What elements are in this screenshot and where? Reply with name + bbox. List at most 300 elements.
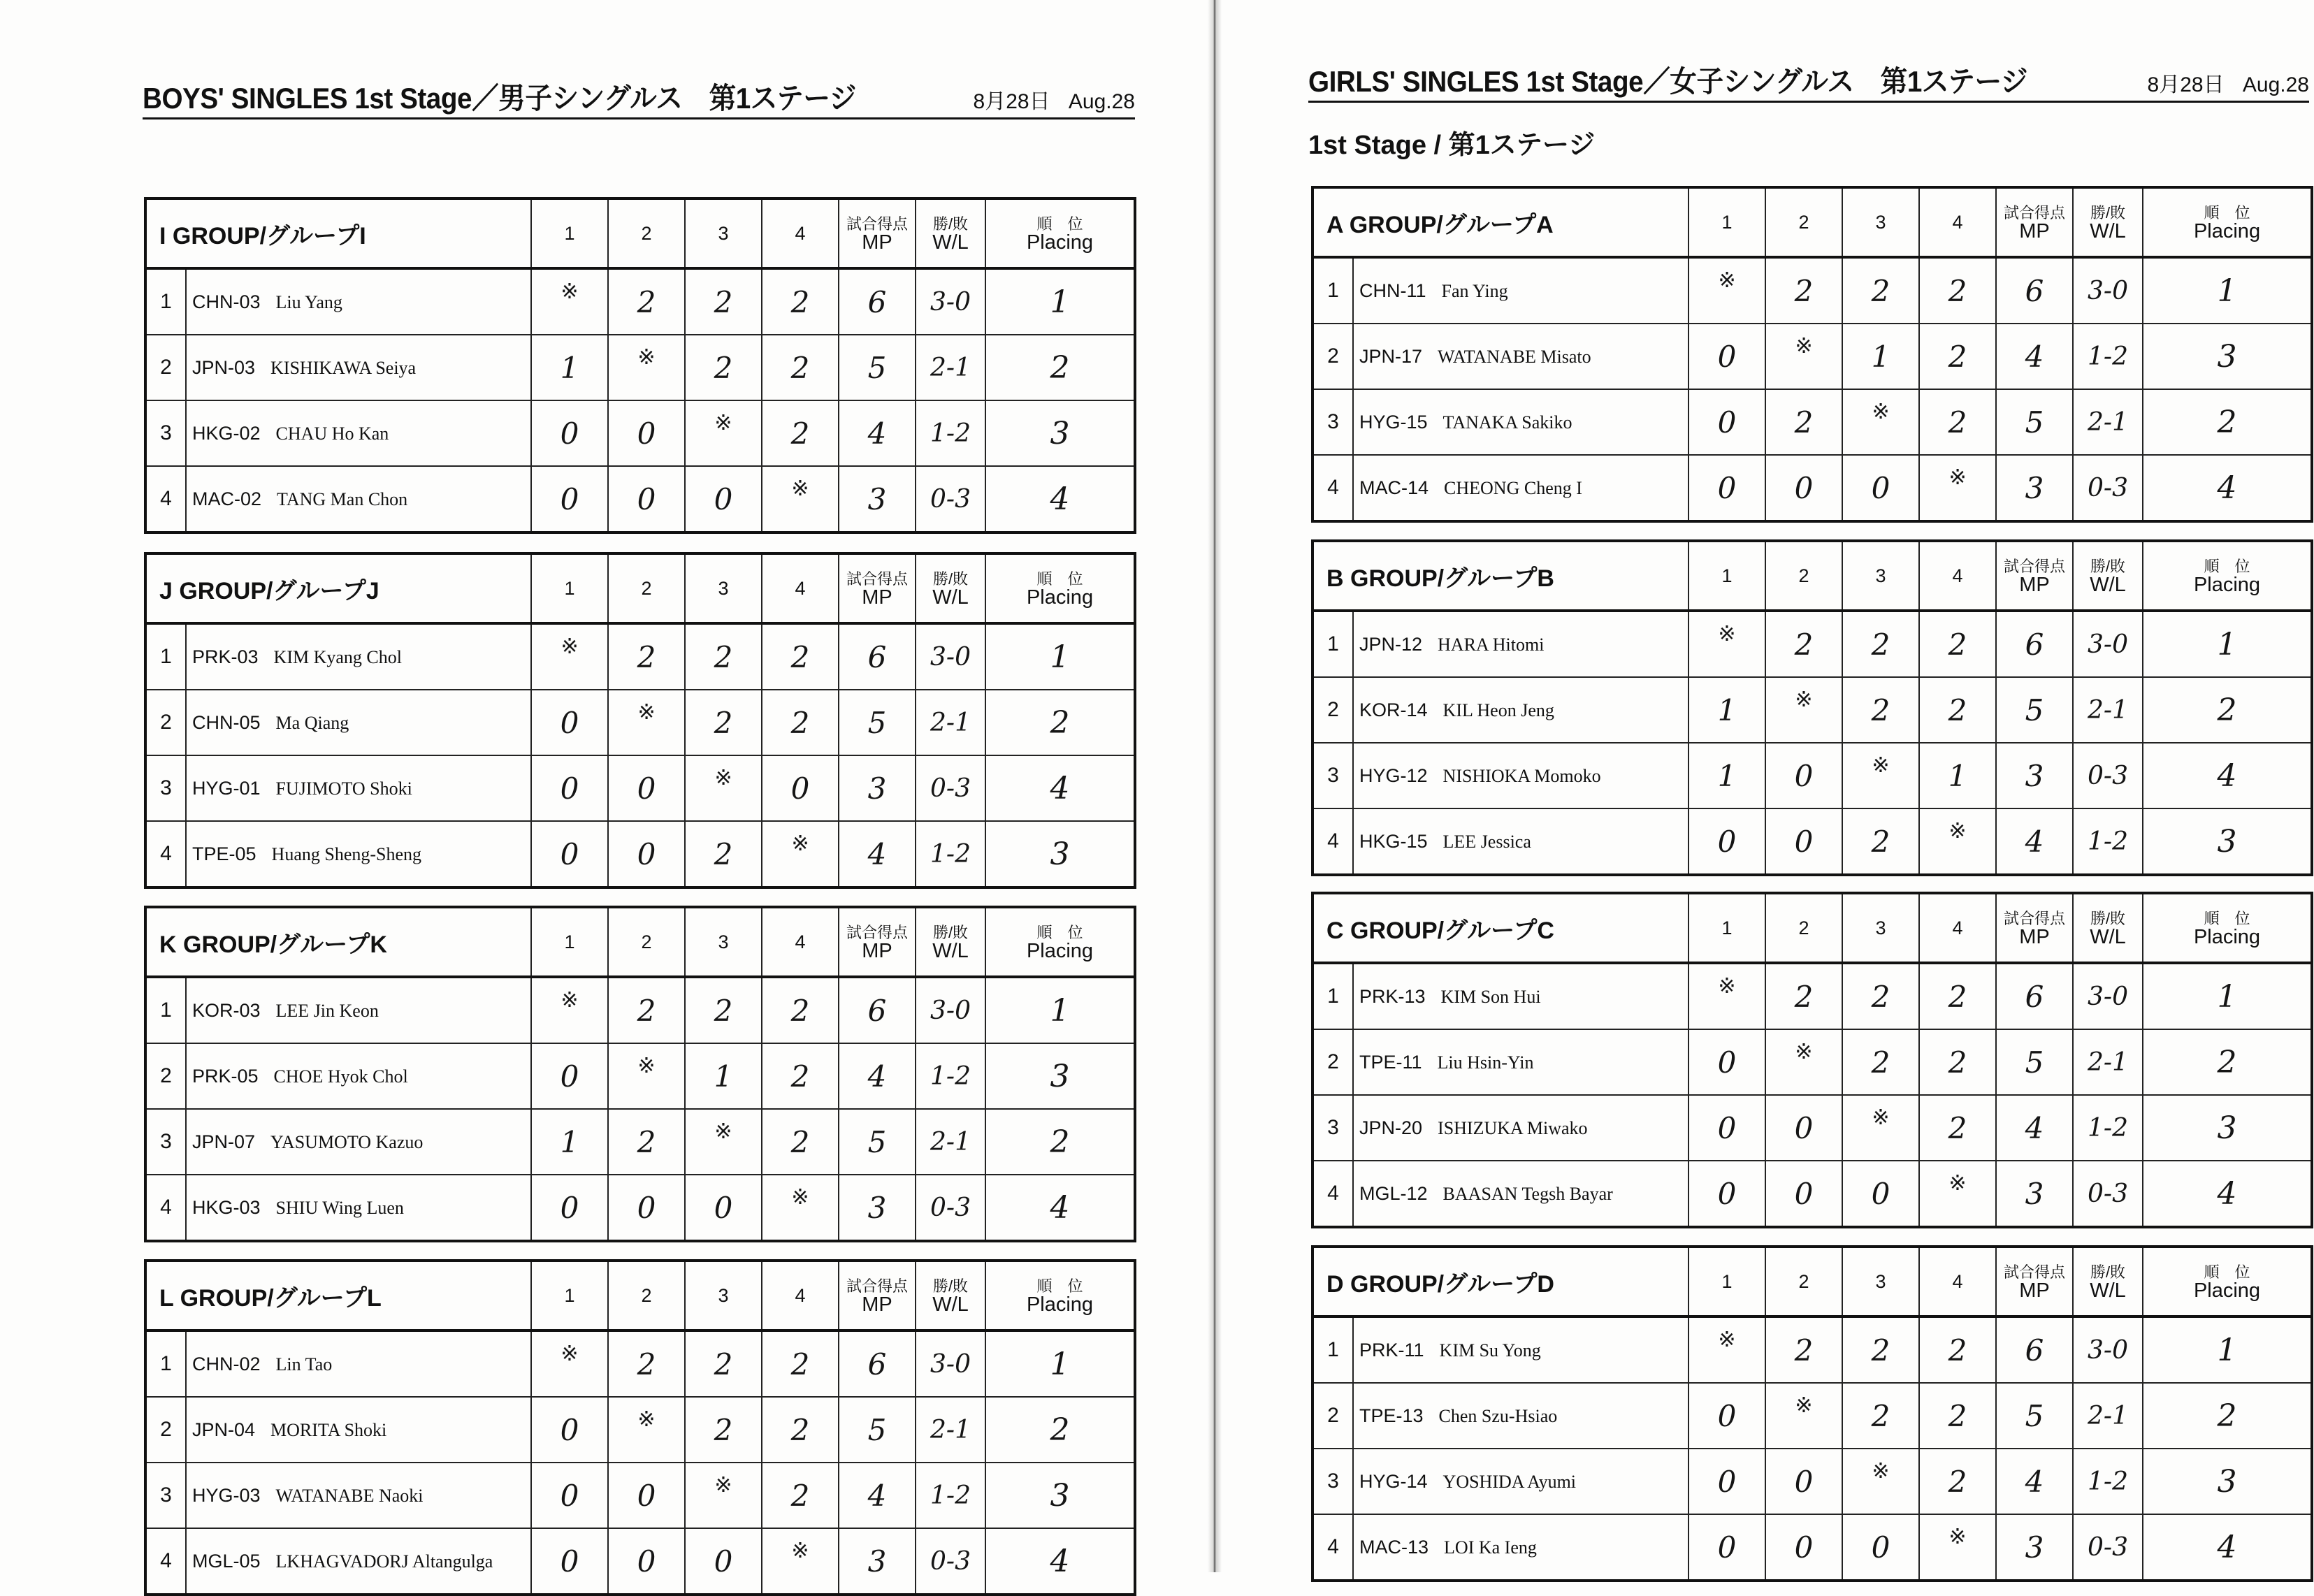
match-result: 2 xyxy=(1919,611,1996,677)
column-number: 4 xyxy=(762,1261,839,1330)
player-cell xyxy=(1353,1514,1689,1581)
match-result: 0 xyxy=(608,400,685,466)
group-name: L GROUP/グループL xyxy=(145,1261,531,1330)
placing-header-jp: 順 位 xyxy=(2204,910,2250,927)
placing: 2 xyxy=(985,1397,1135,1463)
win-loss: 0-3 xyxy=(916,1175,985,1241)
placing: 4 xyxy=(2143,1161,2312,1227)
match-result: 0 xyxy=(608,755,685,821)
player-index: 3 xyxy=(1313,1449,1353,1514)
girls-subtitle: 1st Stage / 第1ステージ xyxy=(1308,131,1596,160)
placing-header-jp: 順 位 xyxy=(2204,1263,2250,1281)
player-code: KOR-14 xyxy=(1359,699,1428,720)
wl-header-jp: 勝/敗 xyxy=(2090,558,2126,575)
player-row xyxy=(145,268,1135,335)
player-cell xyxy=(1353,257,1689,324)
win-loss: 0-3 xyxy=(916,755,985,821)
placing: 3 xyxy=(985,821,1135,887)
player-name: YOSHIDA Ayumi xyxy=(1442,1471,1577,1492)
mp-header-jp: 試合得点 xyxy=(2003,558,2065,575)
match-result: 0 xyxy=(1765,1161,1842,1227)
match-result: 0 xyxy=(531,690,608,755)
player-index: 4 xyxy=(1313,808,1353,875)
player-name: KIM Son Hui xyxy=(1440,986,1541,1007)
wl-header xyxy=(2073,1247,2143,1316)
player-row xyxy=(145,1175,1135,1241)
player-code: JPN-12 xyxy=(1359,633,1423,655)
player-code: JPN-07 xyxy=(192,1131,256,1152)
match-points: 5 xyxy=(1996,1029,2073,1095)
match-result: 0 xyxy=(531,821,608,887)
player-row xyxy=(1313,389,2312,455)
column-number: 4 xyxy=(762,907,839,977)
match-result: 0 xyxy=(685,466,762,532)
player-index: 2 xyxy=(1313,1383,1353,1449)
match-result: ※ xyxy=(1765,1029,1842,1095)
match-result: 0 xyxy=(1765,455,1842,521)
match-points: 6 xyxy=(1996,963,2073,1029)
match-result: 0 xyxy=(685,1175,762,1241)
placing: 4 xyxy=(985,466,1135,532)
match-result: 2 xyxy=(1765,257,1842,324)
win-loss: 0-3 xyxy=(916,1528,985,1595)
column-number: 1 xyxy=(1689,541,1765,611)
column-number: 1 xyxy=(531,198,608,268)
player-code: CHN-02 xyxy=(192,1353,261,1374)
match-result: ※ xyxy=(1919,808,1996,875)
player-cell xyxy=(1353,808,1689,875)
match-result: 0 xyxy=(531,400,608,466)
column-number: 4 xyxy=(1919,1247,1996,1316)
column-number: 2 xyxy=(608,1261,685,1330)
group-name: K GROUP/グループK xyxy=(145,907,531,977)
column-number: 3 xyxy=(685,198,762,268)
player-cell xyxy=(1353,611,1689,677)
match-result: 2 xyxy=(1919,389,1996,455)
match-points: 6 xyxy=(1996,257,2073,324)
match-points: 3 xyxy=(1996,1161,2073,1227)
match-result: 2 xyxy=(685,690,762,755)
match-points: 5 xyxy=(1996,1383,2073,1449)
match-result: 2 xyxy=(1919,1449,1996,1514)
match-result: 2 xyxy=(1842,963,1919,1029)
group-name: A GROUP/グループA xyxy=(1313,187,1689,257)
player-cell xyxy=(186,466,531,532)
placing: 4 xyxy=(985,1175,1135,1241)
match-result: 2 xyxy=(1765,611,1842,677)
player-cell xyxy=(186,1463,531,1528)
match-result: 2 xyxy=(762,1463,839,1528)
player-index: 1 xyxy=(1313,1316,1353,1383)
match-result: 1 xyxy=(1689,677,1765,743)
match-result: ※ xyxy=(762,1175,839,1241)
player-index: 3 xyxy=(145,1463,186,1528)
mp-header xyxy=(1996,541,2073,611)
mp-header xyxy=(839,553,916,623)
girls-title: GIRLS' SINGLES 1st Stage／女子シングルス 第1ステージ xyxy=(1308,65,2028,98)
match-points: 3 xyxy=(1996,743,2073,808)
match-points: 5 xyxy=(839,1397,916,1463)
match-result: 0 xyxy=(1689,455,1765,521)
column-number: 2 xyxy=(1765,187,1842,257)
player-cell xyxy=(1353,1316,1689,1383)
match-result: ※ xyxy=(531,1330,608,1397)
match-result: 2 xyxy=(1919,324,1996,389)
column-number: 3 xyxy=(1842,893,1919,963)
player-name: Liu Yang xyxy=(275,291,342,312)
match-result: 0 xyxy=(1765,743,1842,808)
column-number: 3 xyxy=(685,1261,762,1330)
match-result: 2 xyxy=(1919,963,1996,1029)
placing-header xyxy=(985,553,1135,623)
win-loss: 1-2 xyxy=(916,1043,985,1109)
match-result: ※ xyxy=(608,690,685,755)
wl-header xyxy=(2073,187,2143,257)
player-name: KISHIKAWA Seiya xyxy=(270,357,417,378)
match-result: 2 xyxy=(608,1109,685,1175)
player-row xyxy=(1313,611,2312,677)
player-code: PRK-13 xyxy=(1359,985,1426,1007)
player-name: ISHIZUKA Miwako xyxy=(1438,1117,1588,1138)
placing: 4 xyxy=(2143,743,2312,808)
player-row xyxy=(145,977,1135,1043)
player-cell xyxy=(186,690,531,755)
match-result: 2 xyxy=(685,821,762,887)
player-cell xyxy=(1353,743,1689,808)
player-cell xyxy=(1353,1029,1689,1095)
placing: 3 xyxy=(985,400,1135,466)
player-index: 2 xyxy=(1313,324,1353,389)
placing: 4 xyxy=(985,755,1135,821)
win-loss: 2-1 xyxy=(2073,389,2143,455)
match-result: ※ xyxy=(685,755,762,821)
placing-header-en: Placing xyxy=(1026,1293,1094,1316)
win-loss: 2-1 xyxy=(2073,677,2143,743)
mp-header-jp: 試合得点 xyxy=(2004,204,2066,222)
player-cell xyxy=(186,1043,531,1109)
player-row xyxy=(1313,324,2312,389)
group-name: D GROUP/グループD xyxy=(1313,1247,1689,1316)
match-result: ※ xyxy=(608,335,685,400)
player-index: 4 xyxy=(1313,455,1353,521)
match-result: 2 xyxy=(608,1330,685,1397)
win-loss: 2-1 xyxy=(916,1109,985,1175)
wl-header-en: W/L xyxy=(2090,574,2126,596)
player-name: Huang Sheng-Sheng xyxy=(271,843,422,864)
mp-header-jp: 試合得点 xyxy=(846,1277,908,1295)
match-result: 1 xyxy=(1689,743,1765,808)
wl-header-en: W/L xyxy=(2090,1279,2126,1302)
match-result: 0 xyxy=(531,755,608,821)
group-table xyxy=(144,197,1136,534)
player-code: HKG-03 xyxy=(192,1196,261,1218)
placing-header-en: Placing xyxy=(2193,220,2261,242)
player-code: TPE-11 xyxy=(1359,1051,1422,1073)
player-code: TPE-13 xyxy=(1359,1405,1424,1426)
player-name: TANG Man Chon xyxy=(277,488,408,509)
wl-header-en: W/L xyxy=(2090,926,2126,948)
win-loss: 2-1 xyxy=(2073,1029,2143,1095)
wl-header-en: W/L xyxy=(932,586,969,609)
placing: 3 xyxy=(985,1463,1135,1528)
match-result: ※ xyxy=(762,466,839,532)
placing-header xyxy=(2143,1247,2312,1316)
wl-header-en: W/L xyxy=(932,940,969,962)
player-name: Fan Ying xyxy=(1441,280,1508,301)
binding-gutter xyxy=(1208,0,1222,1572)
placing-header xyxy=(985,198,1135,268)
column-number: 1 xyxy=(531,907,608,977)
match-result: 0 xyxy=(1689,1161,1765,1227)
match-points: 3 xyxy=(839,755,916,821)
placing: 4 xyxy=(2143,1514,2312,1581)
player-cell xyxy=(1353,1161,1689,1227)
player-cell xyxy=(186,623,531,690)
match-result: 2 xyxy=(1842,677,1919,743)
match-result: 0 xyxy=(531,1463,608,1528)
player-row xyxy=(145,623,1135,690)
player-index: 1 xyxy=(1313,611,1353,677)
placing: 1 xyxy=(985,623,1135,690)
group-header-row xyxy=(1313,893,2312,963)
player-name: Chen Szu-Hsiao xyxy=(1438,1405,1558,1426)
match-result: 2 xyxy=(762,977,839,1043)
wl-header-jp: 勝/敗 xyxy=(932,1277,969,1295)
player-row xyxy=(145,821,1135,887)
player-cell xyxy=(1353,1095,1689,1161)
placing-header-jp: 順 位 xyxy=(1036,215,1083,233)
match-result: 0 xyxy=(1765,1514,1842,1581)
match-result: 2 xyxy=(762,268,839,335)
match-result: 2 xyxy=(762,1330,839,1397)
player-index: 1 xyxy=(145,623,186,690)
player-name: LEE Jin Keon xyxy=(275,1000,379,1021)
placing: 1 xyxy=(2143,611,2312,677)
match-result: 2 xyxy=(1919,1095,1996,1161)
mp-header-en: MP xyxy=(2019,574,2050,596)
match-points: 5 xyxy=(839,1109,916,1175)
wl-header-jp: 勝/敗 xyxy=(932,924,969,941)
win-loss: 0-3 xyxy=(916,466,985,532)
match-result: 2 xyxy=(685,1330,762,1397)
match-result: ※ xyxy=(1919,1161,1996,1227)
wl-header xyxy=(2073,893,2143,963)
match-result: 0 xyxy=(1765,1095,1842,1161)
player-index: 4 xyxy=(145,1175,186,1241)
column-number: 2 xyxy=(1765,541,1842,611)
mp-header-en: MP xyxy=(862,586,892,609)
placing: 2 xyxy=(2143,389,2312,455)
player-index: 3 xyxy=(145,400,186,466)
placing: 3 xyxy=(2143,808,2312,875)
player-index: 3 xyxy=(1313,389,1353,455)
player-code: HYG-12 xyxy=(1359,764,1428,786)
match-points: 4 xyxy=(839,1463,916,1528)
match-result: 2 xyxy=(1842,1316,1919,1383)
player-index: 2 xyxy=(1313,677,1353,743)
wl-header-en: W/L xyxy=(932,231,969,254)
column-number: 4 xyxy=(762,198,839,268)
match-points: 3 xyxy=(839,1528,916,1595)
win-loss: 1-2 xyxy=(2073,1095,2143,1161)
match-points: 3 xyxy=(1996,455,2073,521)
win-loss: 0-3 xyxy=(2073,743,2143,808)
match-points: 5 xyxy=(839,335,916,400)
player-name: KIL Heon Jeng xyxy=(1442,699,1554,720)
girls-header xyxy=(1308,50,2309,103)
match-result: 2 xyxy=(1765,1316,1842,1383)
player-index: 3 xyxy=(145,1109,186,1175)
placing: 3 xyxy=(985,1043,1135,1109)
boys-title: BOYS' SINGLES 1st Stage／男子シングルス 第1ステージ xyxy=(143,82,856,115)
match-result: 0 xyxy=(762,755,839,821)
player-code: MAC-13 xyxy=(1359,1536,1429,1558)
player-cell xyxy=(1353,455,1689,521)
match-result: 2 xyxy=(608,977,685,1043)
player-code: MGL-12 xyxy=(1359,1182,1428,1204)
win-loss: 1-2 xyxy=(916,1463,985,1528)
player-index: 2 xyxy=(145,690,186,755)
match-result: 2 xyxy=(1919,1383,1996,1449)
win-loss: 1-2 xyxy=(916,821,985,887)
match-points: 4 xyxy=(1996,1449,2073,1514)
player-row xyxy=(145,755,1135,821)
win-loss: 3-0 xyxy=(2073,257,2143,324)
player-index: 4 xyxy=(145,821,186,887)
match-points: 4 xyxy=(839,400,916,466)
match-result: 0 xyxy=(608,466,685,532)
match-result: 0 xyxy=(531,1528,608,1595)
match-result: ※ xyxy=(1842,389,1919,455)
match-result: ※ xyxy=(1765,324,1842,389)
mp-header-jp: 試合得点 xyxy=(846,924,908,941)
player-code: MGL-05 xyxy=(192,1550,261,1572)
column-number: 2 xyxy=(608,907,685,977)
win-loss: 2-1 xyxy=(916,335,985,400)
player-code: HKG-02 xyxy=(192,422,261,444)
match-result: ※ xyxy=(1689,257,1765,324)
match-result: 2 xyxy=(685,268,762,335)
win-loss: 2-1 xyxy=(916,690,985,755)
wl-header-jp: 勝/敗 xyxy=(2090,1263,2126,1281)
player-cell xyxy=(186,755,531,821)
player-row xyxy=(145,1397,1135,1463)
player-name: WATANABE Misato xyxy=(1438,346,1591,367)
match-result: 2 xyxy=(762,400,839,466)
match-points: 6 xyxy=(839,623,916,690)
player-name: CHOE Hyok Chol xyxy=(273,1066,408,1087)
match-points: 4 xyxy=(1996,808,2073,875)
player-index: 1 xyxy=(145,268,186,335)
placing: 1 xyxy=(985,268,1135,335)
player-name: NISHIOKA Momoko xyxy=(1442,765,1601,786)
placing: 4 xyxy=(2143,455,2312,521)
match-result: 2 xyxy=(1842,1029,1919,1095)
wl-header-jp: 勝/敗 xyxy=(2090,910,2126,927)
placing: 2 xyxy=(2143,1383,2312,1449)
match-points: 6 xyxy=(1996,611,2073,677)
player-index: 3 xyxy=(1313,743,1353,808)
player-code: PRK-05 xyxy=(192,1065,259,1087)
win-loss: 3-0 xyxy=(2073,1316,2143,1383)
player-row xyxy=(145,1109,1135,1175)
match-result: 0 xyxy=(608,1528,685,1595)
match-result: 0 xyxy=(608,1463,685,1528)
player-name: MORITA Shoki xyxy=(270,1419,387,1440)
win-loss: 2-1 xyxy=(2073,1383,2143,1449)
player-code: MAC-02 xyxy=(192,488,262,509)
match-result: 0 xyxy=(1689,1449,1765,1514)
group-header-row xyxy=(145,198,1135,268)
match-result: 2 xyxy=(1765,389,1842,455)
player-cell xyxy=(186,400,531,466)
placing-header-en: Placing xyxy=(2193,1279,2261,1302)
placing: 1 xyxy=(2143,1316,2312,1383)
player-cell xyxy=(1353,677,1689,743)
player-code: HYG-03 xyxy=(192,1484,261,1506)
match-result: 2 xyxy=(1842,257,1919,324)
match-points: 3 xyxy=(1996,1514,2073,1581)
placing-header xyxy=(985,907,1135,977)
player-code: CHN-11 xyxy=(1359,280,1426,301)
player-name: WATANABE Naoki xyxy=(275,1485,424,1506)
match-result: ※ xyxy=(531,977,608,1043)
placing-header-en: Placing xyxy=(2193,926,2261,948)
group-header-row xyxy=(145,1261,1135,1330)
match-result: ※ xyxy=(1842,743,1919,808)
player-row xyxy=(1313,1449,2312,1514)
match-result: 2 xyxy=(1919,1029,1996,1095)
placing-header xyxy=(2143,541,2312,611)
match-result: 1 xyxy=(685,1043,762,1109)
placing: 4 xyxy=(985,1528,1135,1595)
mp-header-en: MP xyxy=(2019,1279,2050,1302)
match-result: 2 xyxy=(762,1109,839,1175)
player-cell xyxy=(186,1397,531,1463)
win-loss: 3-0 xyxy=(916,268,985,335)
match-result: ※ xyxy=(1689,1316,1765,1383)
column-number: 1 xyxy=(531,553,608,623)
player-code: JPN-03 xyxy=(192,356,256,378)
column-number: 4 xyxy=(1919,187,1996,257)
player-cell xyxy=(186,268,531,335)
player-name: LOI Ka Ieng xyxy=(1444,1537,1537,1558)
player-code: JPN-04 xyxy=(192,1419,256,1440)
placing: 1 xyxy=(2143,257,2312,324)
column-number: 2 xyxy=(1765,1247,1842,1316)
match-result: 0 xyxy=(531,1043,608,1109)
player-row xyxy=(1313,963,2312,1029)
group-header-row xyxy=(145,907,1135,977)
placing: 2 xyxy=(985,1109,1135,1175)
wl-header-jp: 勝/敗 xyxy=(932,215,969,233)
group-name: C GROUP/グループC xyxy=(1313,893,1689,963)
player-name: Ma Qiang xyxy=(275,712,349,733)
placing-header-jp: 順 位 xyxy=(1036,1277,1083,1295)
player-cell xyxy=(186,1109,531,1175)
placing: 1 xyxy=(985,1330,1135,1397)
match-result: ※ xyxy=(685,400,762,466)
mp-header xyxy=(1996,187,2073,257)
match-points: 5 xyxy=(1996,677,2073,743)
placing-header xyxy=(2143,893,2312,963)
win-loss: 1-2 xyxy=(2073,808,2143,875)
player-name: Liu Hsin-Yin xyxy=(1437,1052,1534,1073)
match-result: 0 xyxy=(608,821,685,887)
wl-header xyxy=(2073,541,2143,611)
player-code: PRK-03 xyxy=(192,646,259,667)
boys-date: 8月28日 Aug.28 xyxy=(973,90,1135,113)
